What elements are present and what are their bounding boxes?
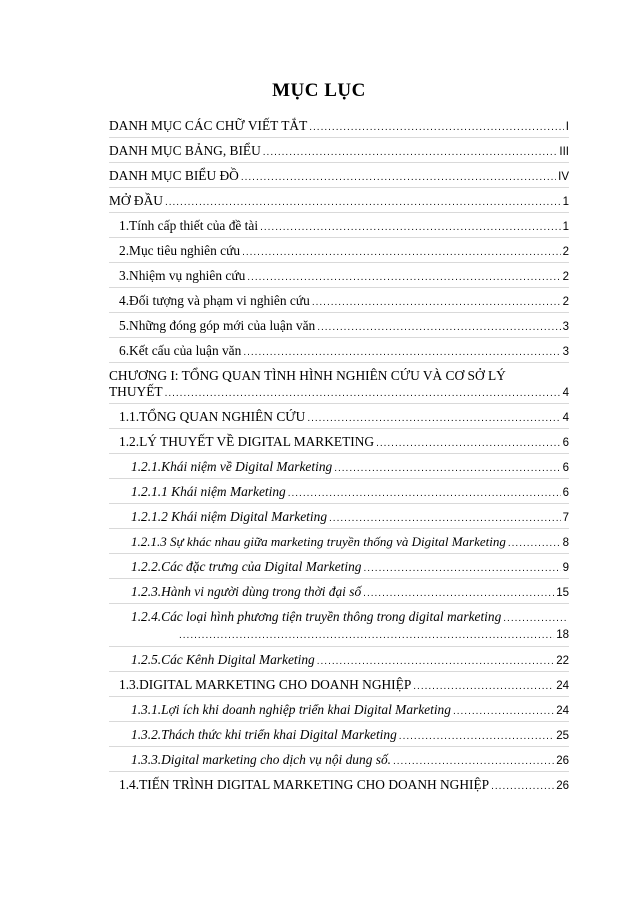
toc-entry-number: 1.4. — [119, 777, 140, 792]
toc-entry-page: 15 — [556, 587, 569, 599]
toc-entry-number: 1.3. — [119, 677, 140, 692]
toc-entry-page: 3 — [562, 321, 569, 333]
toc-entry-page: 26 — [556, 755, 569, 767]
toc-entry-text: Các Kênh Digital Marketing — [161, 652, 315, 667]
toc-entry-text: LÝ THUYẾT VỀ DIGITAL MARKETING — [139, 434, 375, 449]
toc-entry-text: MỞ ĐẦU — [109, 193, 163, 208]
toc-entry-page: III — [559, 146, 569, 158]
toc-entry-text: DANH MỤC CÁC CHỮ VIẾT TẮT — [109, 118, 308, 133]
toc-entry-text: Đối tượng và phạm vi nghiên cứu — [129, 293, 310, 308]
toc-entry[interactable] — [119, 677, 569, 695]
toc-entry[interactable] — [119, 343, 569, 361]
toc-entry[interactable] — [119, 243, 569, 261]
toc-entry[interactable] — [119, 268, 569, 286]
toc-entry-text: Nhiệm vụ nghiên cứu — [129, 268, 246, 283]
toc-entry[interactable] — [109, 193, 569, 211]
toc-entry-number: 1.2.5. — [131, 652, 162, 667]
toc-entry-line1[interactable] — [109, 368, 569, 384]
toc-entry-number: 1.2.1. — [131, 459, 162, 474]
toc-entry[interactable] — [131, 584, 569, 602]
toc-entry-number: 1.2.3. — [131, 584, 162, 599]
toc-entry-page: 3 — [562, 346, 569, 358]
toc-entry[interactable] — [119, 409, 569, 427]
toc-entry-page: 25 — [556, 730, 569, 742]
toc-entry-number: 1. — [119, 218, 130, 233]
toc-entry-page: 1 — [562, 196, 569, 208]
toc-entry-text: 1.2.1.3 Sự khác nhau giữa marketing truyền thống và Digital Marketing — [131, 534, 506, 549]
toc-entry[interactable] — [131, 702, 569, 720]
toc-entry[interactable] — [131, 559, 569, 577]
toc-entry-number: 3. — [119, 268, 130, 283]
toc-entry[interactable] — [119, 218, 569, 236]
toc-entry[interactable] — [109, 168, 569, 186]
toc-entry-number: 1.2.2. — [131, 559, 162, 574]
toc-entry-page: 24 — [556, 705, 569, 717]
toc-entry-number: 4. — [119, 293, 130, 308]
toc-entry-number: 1.3.2. — [131, 727, 162, 742]
toc-entry-text: Kết cấu của luận văn — [129, 343, 242, 358]
toc-entry-text: TIẾN TRÌNH DIGITAL MARKETING CHO DOANH NGHIỆP — [139, 777, 490, 792]
toc-entry[interactable] — [119, 293, 569, 311]
toc-entry-text: Mục tiêu nghiên cứu — [129, 243, 241, 258]
toc-entry-page: I — [565, 121, 569, 133]
toc-entry-text: Thách thức khi triển khai Digital Marketing — [161, 727, 397, 742]
toc-entry-text: Khái niệm về Digital Marketing — [161, 459, 333, 474]
toc-entry-page: 26 — [556, 780, 569, 792]
toc-entry[interactable] — [119, 434, 569, 452]
toc-entry-page: 6 — [562, 437, 569, 449]
toc-entry[interactable] — [131, 459, 569, 477]
toc-entry-text: Những đóng góp mới của luận văn — [129, 318, 316, 333]
toc-entry-page: 8 — [562, 537, 569, 549]
toc-entry-number: 5. — [119, 318, 130, 333]
toc-entry-line1[interactable] — [131, 609, 569, 627]
toc-entry[interactable] — [119, 777, 569, 795]
toc-entry[interactable] — [131, 509, 569, 527]
toc-entry-text: DANH MỤC BIỂU ĐỒ — [109, 168, 239, 183]
toc-entry-text: DANH MỤC BẢNG, BIỂU — [109, 143, 261, 158]
toc-entry-number: 1.2.4. — [131, 609, 162, 624]
toc-entry-page: 18 — [556, 629, 569, 641]
toc-entry-page: 4 — [562, 387, 569, 399]
toc-entry[interactable] — [109, 118, 569, 136]
toc-entry-text: TỔNG QUAN NGHIÊN CỨU — [139, 409, 306, 424]
toc-entry-page: IV — [558, 171, 569, 183]
toc-entry-number: 1.2. — [119, 434, 140, 449]
toc-entry-text: Digital marketing cho dịch vụ nội dung số. — [161, 752, 391, 767]
toc-entry-text: 1.2.1.2 Khái niệm Digital Marketing — [131, 509, 328, 524]
toc-entry-page: 24 — [556, 680, 569, 692]
toc-entry-number: 6. — [119, 343, 130, 358]
toc-entry[interactable] — [119, 318, 569, 336]
toc-entry-page: 1 — [562, 221, 569, 233]
toc-entry[interactable] — [109, 384, 569, 402]
toc-entry-text: Tính cấp thiết của đề tài — [129, 218, 259, 233]
toc-entry-number: 2. — [119, 243, 130, 258]
toc-entry[interactable] — [109, 143, 569, 161]
toc-entry[interactable] — [179, 627, 569, 644]
toc-entry-page: 6 — [562, 487, 569, 499]
page-title: MỤC LỤC — [272, 80, 366, 101]
toc-entry-page: 2 — [562, 271, 569, 283]
toc-entry-text: CHƯƠNG I: TỔNG QUAN TÌNH HÌNH NGHIÊN CỨU VÀ CƠ SỞ LÝ — [109, 368, 506, 383]
toc-entry-page: 22 — [556, 655, 569, 667]
toc-entry-page: 2 — [562, 296, 569, 308]
toc-entry-text: Hành vi người dùng trong thời đại số — [161, 584, 362, 599]
toc-entry-page: 9 — [562, 562, 569, 574]
toc-entry[interactable] — [131, 752, 569, 770]
toc-entry-text: DIGITAL MARKETING CHO DOANH NGHIỆP — [139, 677, 412, 692]
toc-entry-text: 1.2.1.1 Khái niệm Marketing — [131, 484, 286, 499]
toc-entry-page: 4 — [562, 412, 569, 424]
toc-entry[interactable] — [131, 534, 569, 552]
toc-entry-text: Lợi ích khi doanh nghiệp triển khai Digital Marketing — [161, 702, 451, 717]
toc-entry[interactable] — [131, 652, 569, 670]
toc-entry[interactable] — [131, 484, 569, 502]
toc-entry-page: 2 — [562, 246, 569, 258]
toc-entry-text: Các đặc trưng của Digital Marketing — [161, 559, 362, 574]
toc-entry[interactable] — [131, 727, 569, 745]
toc-entry-text: THUYẾT — [109, 384, 163, 399]
toc-entry-page: 7 — [562, 512, 569, 524]
toc-entry-page: 6 — [562, 462, 569, 474]
toc-entry-number: 1.3.3. — [131, 752, 162, 767]
toc-entry-number: 1.1. — [119, 409, 140, 424]
toc-entry-number: 1.3.1. — [131, 702, 162, 717]
toc-entry-text: Các loại hình phương tiện truyền thông trong digital marketing — [161, 609, 502, 624]
